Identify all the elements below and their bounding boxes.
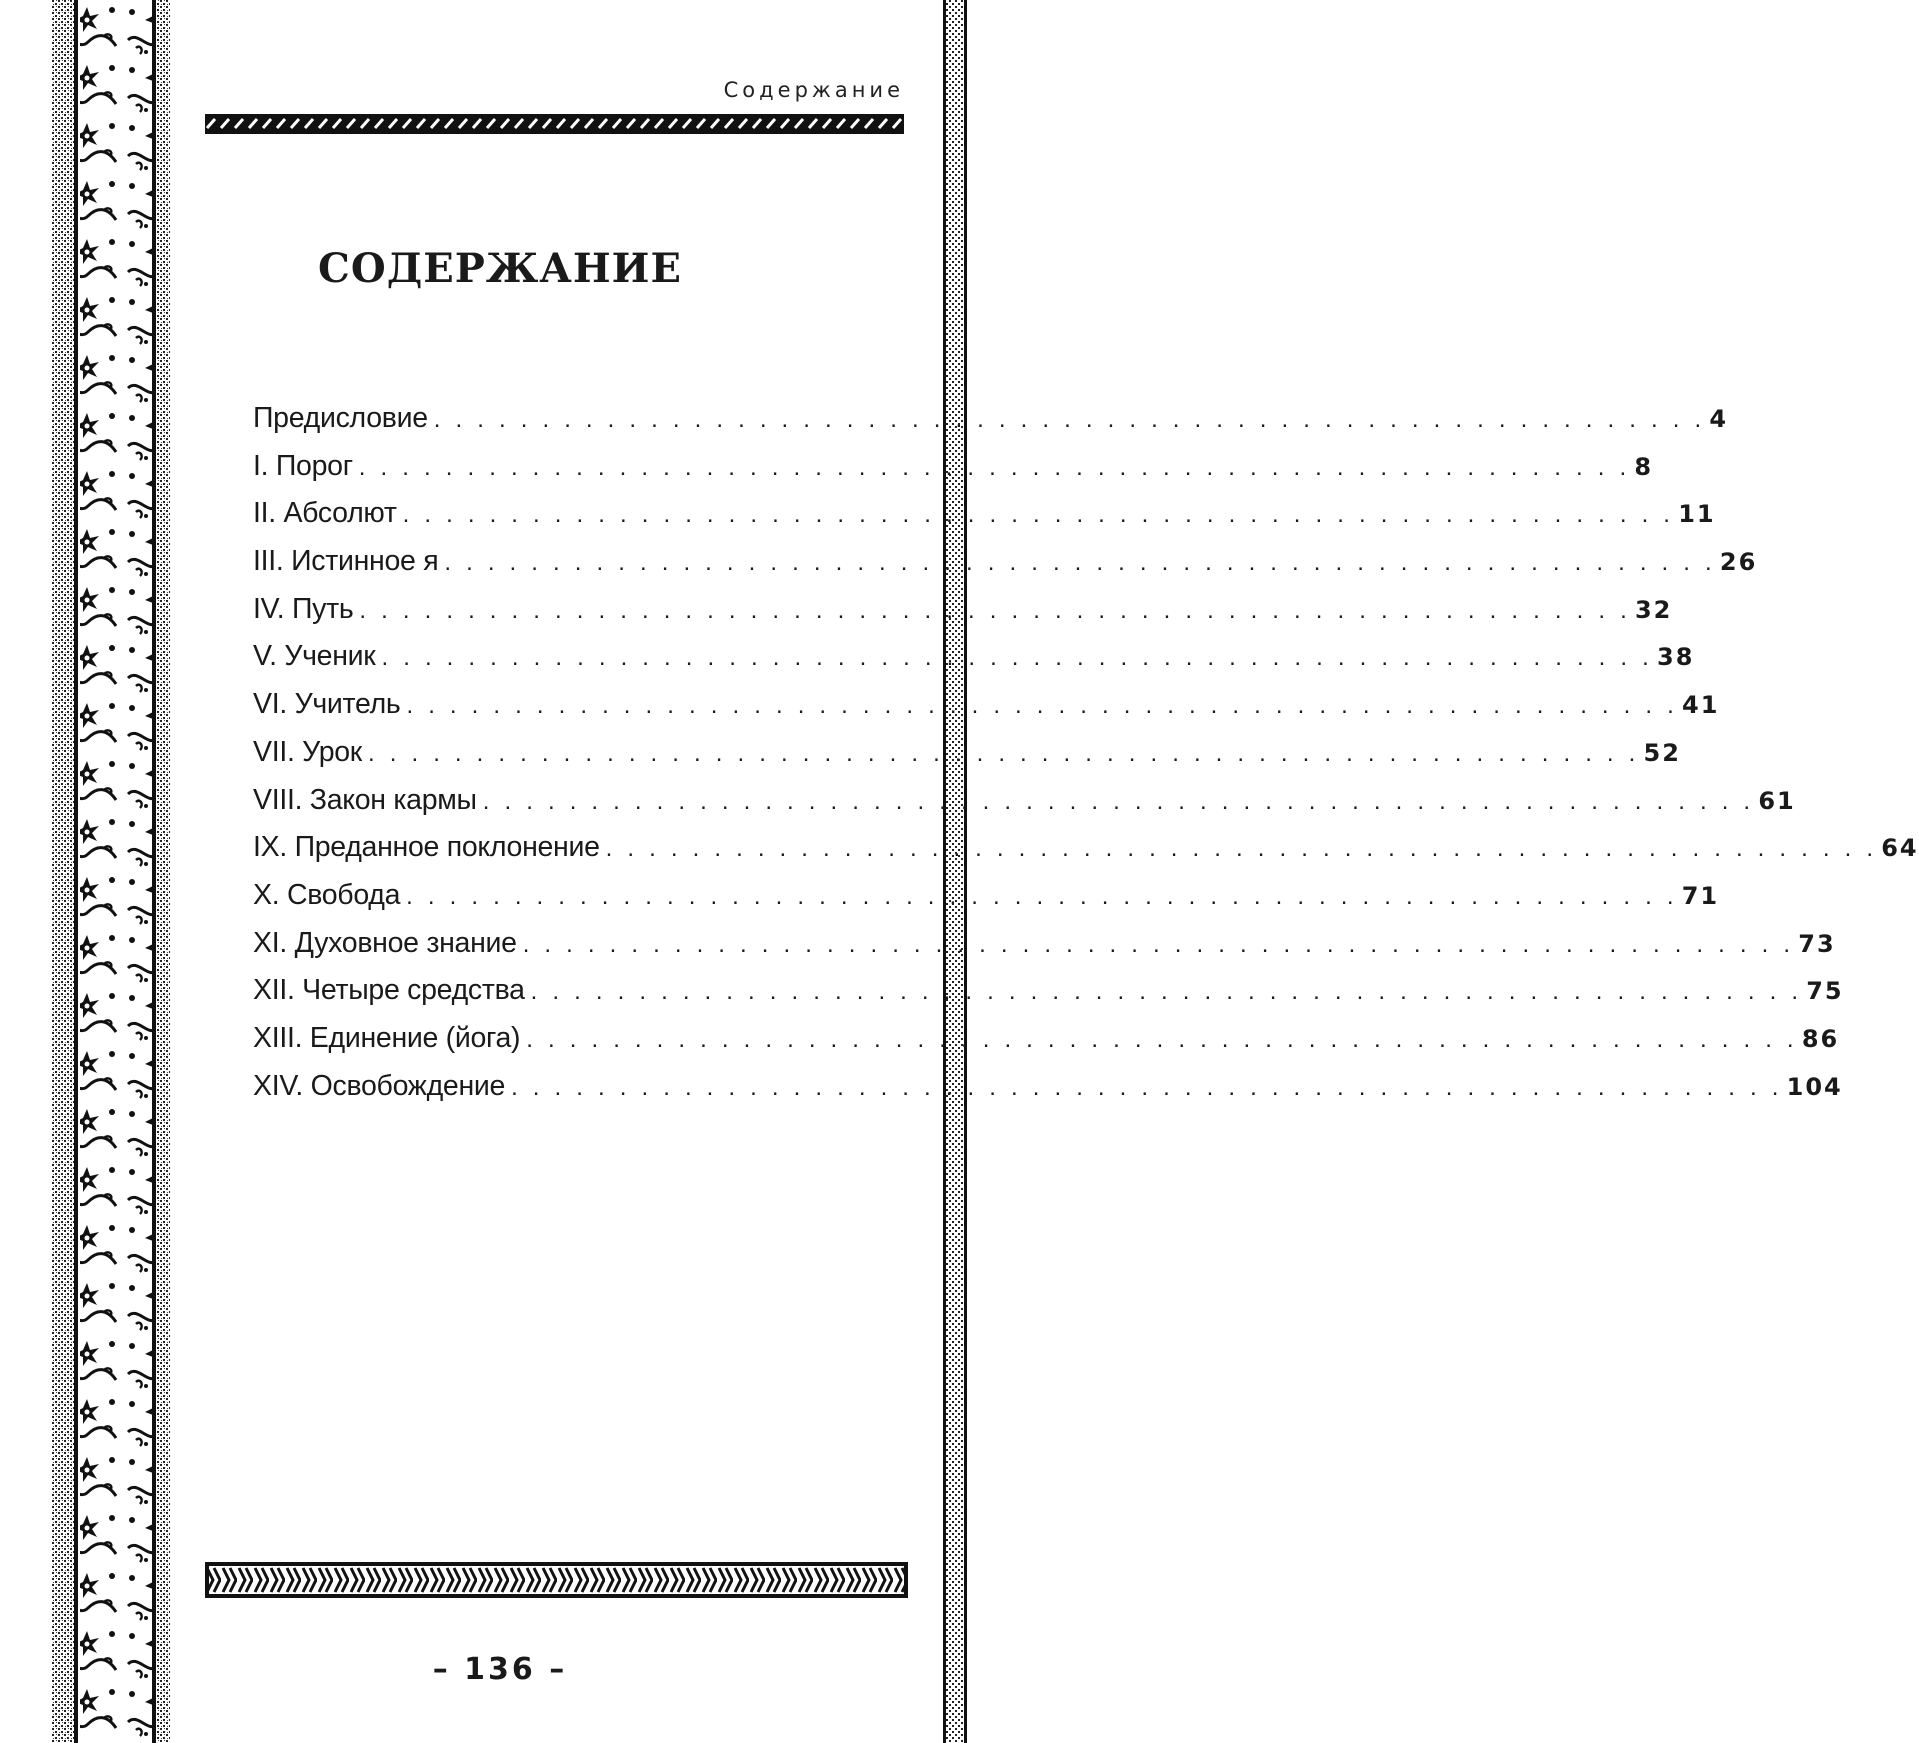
dot-leader: . . . . . . . . . . . . . . . . . . . . . . . . . . . . . . . . . . . . . . . . . . . . . . . . . . . . . . . . . . . [406,882,1678,910]
toc-page-number: 71 [1681,881,1720,910]
dot-leader: . . . . . . . . . . . . . . . . . . . . . . . . . . . . . . . . . . . . . . . . . . . . . . . . . . . . . . . . . . . [402,501,1675,529]
dot-leader: . . . . . . . . . . . . . . . . . . . . . . . . . . . . . . . . . . . . . . . . . . . . . . . . . . . . . . . . . . . [530,978,1803,1006]
dot-leader: . . . . . . . . . . . . . . . . . . . . . . . . . . . . . . . . . . . . . . . . . . . . . . . . . . . . . . . . . . . [482,787,1755,815]
toc-label: IX. Преданное поклонение [253,831,600,864]
toc-label: III. Истинное я [253,545,439,578]
running-head: Содержание [723,78,904,102]
toc-entry [253,735,1681,784]
dot-leader: . . . . . . . . . . . . . . . . . . . . . . . . . . . . . . . . . . . . . . . . . . . . . . . . . . . . . . . . . . . [526,1025,1798,1053]
toc-entry [253,974,1844,1022]
toc-page-number: 4 [1709,405,1729,433]
toc-page-number: 8 [1634,452,1654,481]
toc-page-number: 86 [1801,1024,1840,1053]
toc-label: II. Абсолют [253,497,397,530]
toc-label: XI. Духовное знание [253,926,517,959]
toc-page-number: 32 [1634,595,1673,624]
dot-leader: . . . . . . . . . . . . . . . . . . . . . . . . . . . . . . . . . . . . . . . . . . . . . . . . . . . . . . . . . . . [367,739,1640,767]
toc-page-number: 61 [1758,786,1796,815]
toc-label: I. Порог [253,449,353,482]
toc-entry [253,640,1695,688]
bottom-decorative-band [205,1562,908,1598]
page-title: СОДЕРЖАНИЕ [318,245,682,292]
toc-page-number: 41 [1682,691,1720,720]
toc-entry [253,449,1654,498]
toc-label: VII. Урок [253,735,362,768]
dot-leader: . . . . . . . . . . . . . . . . . . . . . . . . . . . . . . . . . . . . . . . . . . . . . . . . . . . . . . . . . . . [444,549,1716,577]
toc-label: VI. Учитель [253,688,401,721]
dot-leader: . . . . . . . . . . . . . . . . . . . . . . . . . . . . . . . . . . . . . . . . . . . . . . . . . . . . . . . . . . . [511,1073,1783,1101]
toc-entry [253,497,1716,545]
toc-entry [253,878,1720,927]
toc-page-number: 64 [1881,834,1919,863]
toc-entry [253,1069,1843,1118]
toc-label: XIV. Освобождение [253,1069,506,1102]
dot-leader: . . . . . . . . . . . . . . . . . . . . . . . . . . . . . . . . . . . . . . . . . . . . . . . . . . . . . . . . . . . [433,406,1706,433]
toc-entry [253,545,1758,593]
toc-entry [253,402,1729,450]
toc-entry [253,783,1796,832]
toc-entry [253,688,1720,736]
dot-leader: . . . . . . . . . . . . . . . . . . . . . . . . . . . . . . . . . . . . . . . . . . . . . . . . . . . . . . . . . . . [359,596,1631,624]
dot-leader: . . . . . . . . . . . . . . . . . . . . . . . . . . . . . . . . . . . . . . . . . . . . . . . . . . . . . . . . . . . [605,835,1878,863]
toc-label: X. Свобода [253,878,401,911]
toc-page-number: 26 [1719,548,1758,577]
toc-label: XII. Четыре средства [253,974,525,1007]
toc-page-number: 73 [1798,929,1836,958]
toc-page-number: 11 [1678,500,1716,529]
table-of-contents [253,402,1919,1117]
toc-label: VIII. Закон кармы [253,783,477,816]
toc-page-number: 38 [1657,643,1695,672]
dot-leader: . . . . . . . . . . . . . . . . . . . . . . . . . . . . . . . . . . . . . . . . . . . . . . . . . . . . . . . . . . . [381,644,1654,672]
top-decorative-band [205,114,904,134]
toc-entry [253,592,1673,641]
toc-page-number: 75 [1806,977,1844,1006]
dot-leader: . . . . . . . . . . . . . . . . . . . . . . . . . . . . . . . . . . . . . . . . . . . . . . . . . . . . . . . . . . . [358,453,1631,481]
dot-leader: . . . . . . . . . . . . . . . . . . . . . . . . . . . . . . . . . . . . . . . . . . . . . . . . . . . . . . . . . . . [522,930,1795,958]
toc-entry [253,1021,1840,1070]
toc-page-number: 52 [1643,738,1681,767]
toc-page-number: 104 [1786,1072,1843,1101]
toc-entry [253,926,1836,975]
toc-label: IV. Путь [253,592,354,625]
toc-label: V. Ученик [253,640,376,673]
dot-leader: . . . . . . . . . . . . . . . . . . . . . . . . . . . . . . . . . . . . . . . . . . . . . . . . . . . . . . . . . . . [406,692,1679,720]
page-number-folio: – 136 – [432,1652,568,1687]
toc-entry [253,831,1919,879]
toc-label: XIII. Единение (йога) [253,1021,521,1054]
toc-label: Предисловие [253,402,428,434]
